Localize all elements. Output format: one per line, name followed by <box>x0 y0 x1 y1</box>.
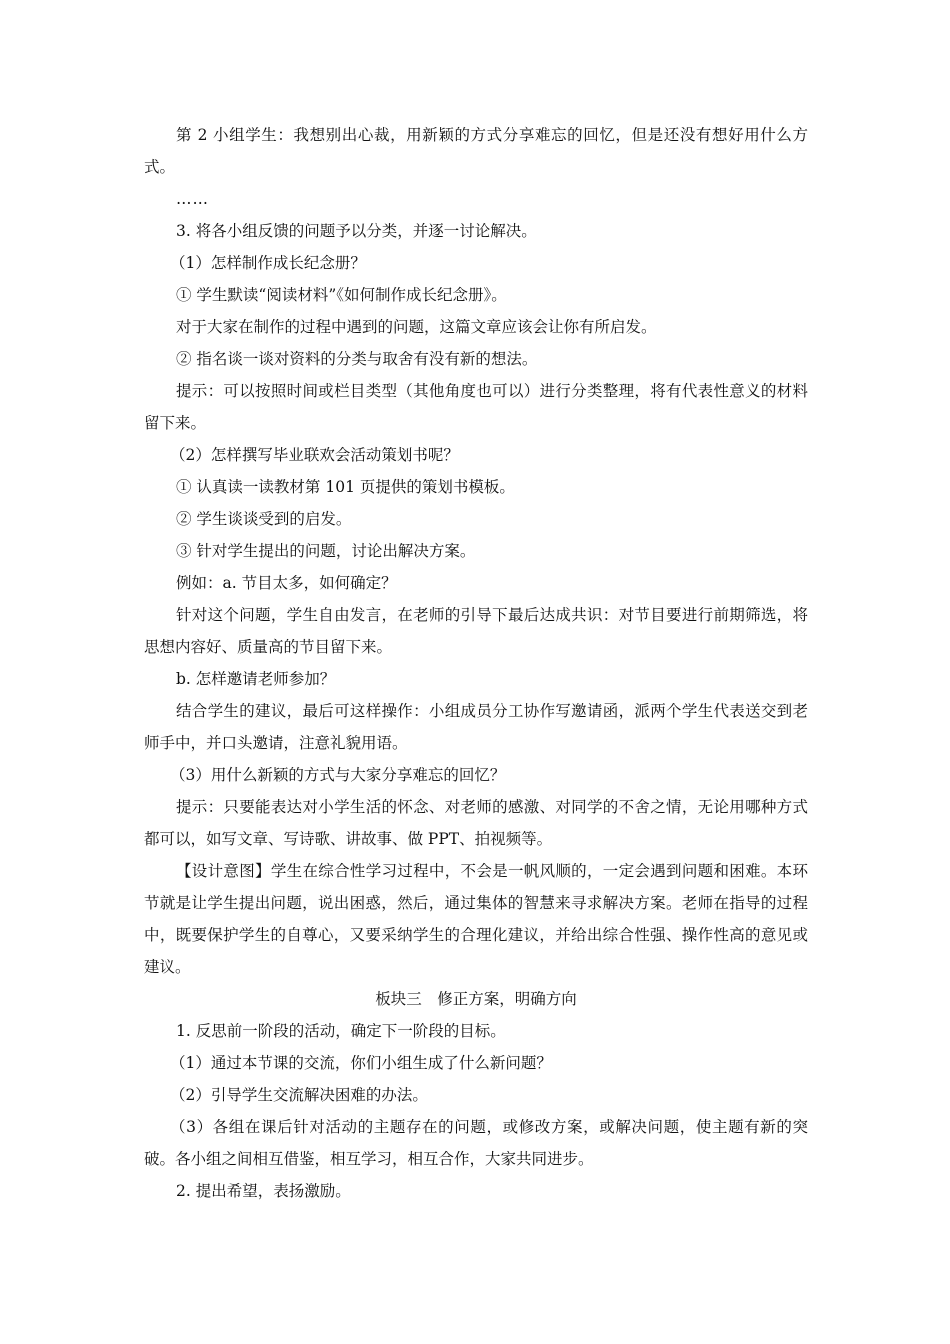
paragraph-step-1-2: （2）引导学生交流解决困难的办法。 <box>170 1086 428 1104</box>
paragraph-design-intent: 【设计意图】学生在综合性学习过程中，不会是一帆风顺的，一定会遇到问题和困难。本环节就是让学生提出问题，说出困惑，然后，通过集体的智慧来寻求解决方案。老师在指导的过程中，既要保护学生的自尊心，又要采纳学生的合理化建议，并给出综合性强、操作性高的意见或建议。 <box>144 862 808 976</box>
paragraph-hint-3: 提示：只要能表达对小学生活的怀念、对老师的感激、对同学的不舍之情，无论用哪种方式都可以，如写文章、写诗歌、讲故事、做 PPT、拍视频等。 <box>144 798 808 848</box>
paragraph-item-2-1: ① 认真读一读教材第 101 页提供的策划书模板。 <box>176 478 515 496</box>
paragraph-hint-1: 提示：可以按照时间或栏目类型（其他角度也可以）进行分类整理，将有代表性意义的材料留下来。 <box>144 382 808 432</box>
paragraph-item-2-3: ③ 针对学生提出的问题，讨论出解决方案。 <box>176 542 476 560</box>
paragraph-step-2: 2. 提出希望，表扬激励。 <box>176 1182 351 1200</box>
paragraph-example-a: 例如：a. 节目太多，如何确定？ <box>176 574 397 592</box>
paragraph-step-1: 1. 反思前一阶段的活动，确定下一阶段的目标。 <box>176 1022 506 1040</box>
paragraph-question-2: （2）怎样撰写毕业联欢会活动策划书呢？ <box>170 446 459 464</box>
paragraph-example-b-answer: 结合学生的建议，最后可这样操作：小组成员分工协作写邀请函，派两个学生代表送交到老师手中，并口头邀请，注意礼貌用语。 <box>144 702 808 752</box>
paragraph-example-a-answer: 针对这个问题，学生自由发言，在老师的引导下最后达成共识：对节目要进行前期筛选，将思想内容好、质量高的节目留下来。 <box>144 606 808 656</box>
paragraph-example-b: b. 怎样邀请老师参加？ <box>176 670 336 688</box>
paragraph-item-2-2: ② 学生谈谈受到的启发。 <box>176 510 352 528</box>
section-heading: 板块三 修正方案，明确方向 <box>375 990 577 1008</box>
paragraph-step-1-3: （3）各组在课后针对活动的主题存在的问题，或修改方案，或解决问题，使主题有新的突破。各小组之间相互借鉴，相互学习，相互合作，大家共同进步。 <box>144 1118 808 1168</box>
paragraph-item-1-1: ① 学生默读“阅读材料”《如何制作成长纪念册》。 <box>176 286 507 304</box>
paragraph-item-1-note: 对于大家在制作的过程中遇到的问题，这篇文章应该会让你有所启发。 <box>176 318 657 336</box>
document-body <box>144 119 808 1207</box>
paragraph-group2-student: 第 2 小组学生：我想别出心裁，用新颖的方式分享难忘的回忆，但是还没有想好用什么方式。 <box>144 126 808 176</box>
paragraph-step-3: 3. 将各小组反馈的问题予以分类，并逐一讨论解决。 <box>176 222 537 240</box>
paragraph-ellipsis: …… <box>176 190 209 208</box>
paragraph-step-1-1: （1）通过本节课的交流，你们小组生成了什么新问题？ <box>170 1054 552 1072</box>
paragraph-question-3: （3）用什么新颖的方式与大家分享难忘的回忆？ <box>170 766 506 784</box>
paragraph-item-1-2: ② 指名谈一谈对资料的分类与取舍有没有新的想法。 <box>176 350 538 368</box>
paragraph-question-1: （1）怎样制作成长纪念册？ <box>170 254 366 272</box>
